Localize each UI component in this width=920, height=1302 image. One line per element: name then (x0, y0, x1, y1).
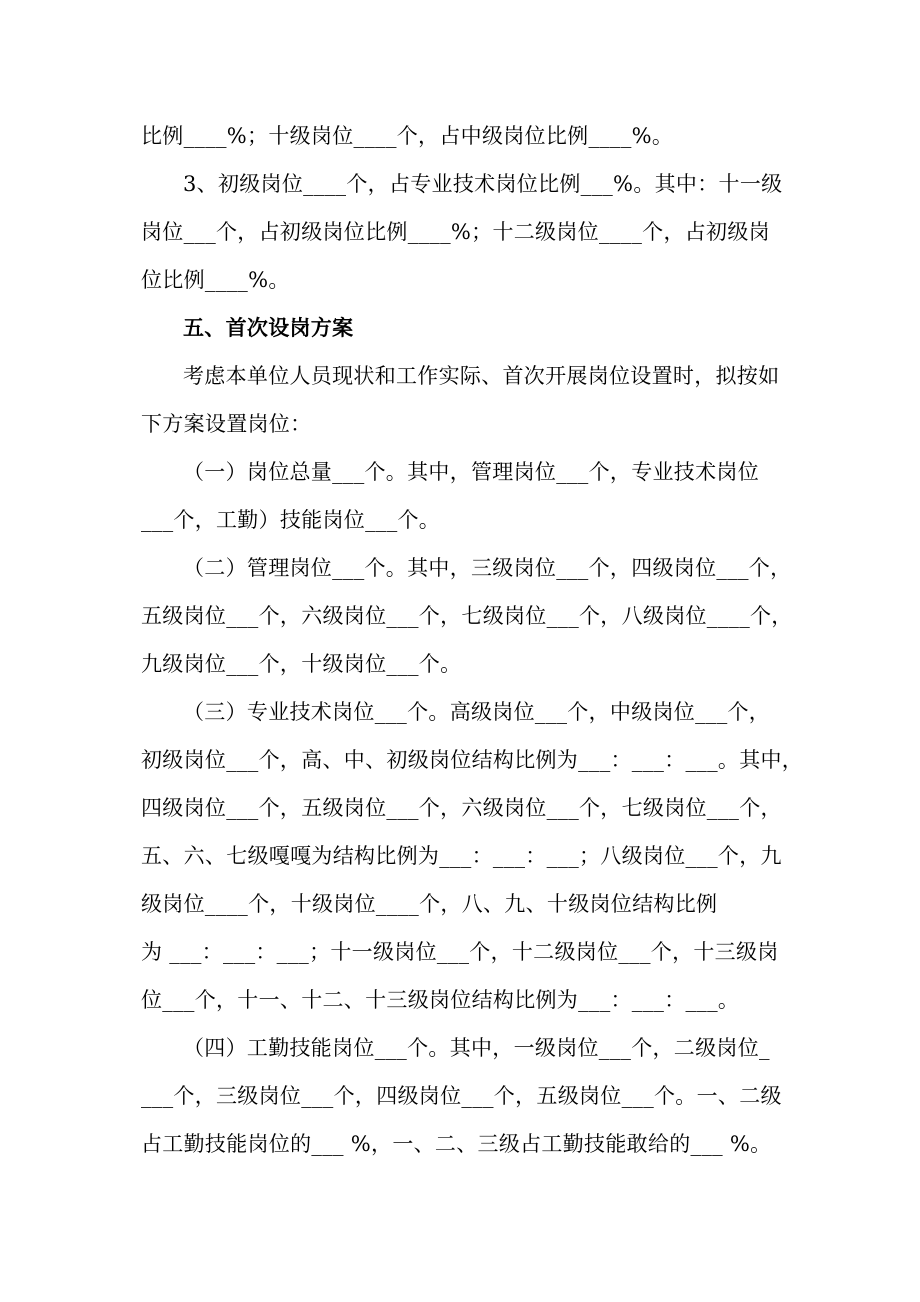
text-line-3: 岗位___个，占初级岗位比例____%；十二级岗位____个，占初级岗 (141, 220, 770, 244)
text-line-4: 位比例____%。 (141, 268, 290, 292)
text-line-13: （三）专业技术岗位___个。高级岗位___个，中级岗位___个， (183, 700, 771, 724)
text-line-8: （一）岗位总量___个。其中，管理岗位___个，专业技术岗位 (183, 460, 759, 484)
text-line-17: 级岗位____个，十级岗位____个，八、九、十级岗位结构比例 (141, 892, 718, 916)
text-line-14: 初级岗位___个，高、中、初级岗位结构比例为___：___：___。其中， (141, 748, 804, 772)
document-page (141, 112, 804, 1168)
text-line-22: 占工勤技能岗位的___ %，一、二、三级占工勤技能敢给的___ %。 (141, 1132, 772, 1156)
text-line-10: （二）管理岗位___个。其中，三级岗位___个，四级岗位___个， (183, 556, 792, 580)
text-line-2: 3、初级岗位____个，占专业技术岗位比例___%。其中：十一级 (183, 172, 783, 196)
text-line-1: 比例____%；十级岗位____个，占中级岗位比例____%。 (141, 124, 674, 148)
text-line-18: 为 ___：___：___；十一级岗位___个，十二级岗位___个，十三级岗 (141, 940, 779, 964)
text-line-9: ___个，工勤）技能岗位___个。 (141, 508, 441, 532)
text-line-7: 下方案设置岗位： (141, 412, 312, 436)
text-line-21: ___个，三级岗位___个，四级岗位___个，五级岗位___个。一、二级 (141, 1084, 782, 1108)
text-line-20: （四）工勤技能岗位___个。其中，一级岗位___个，二级岗位_ (183, 1036, 770, 1060)
text-line-15: 四级岗位___个，五级岗位___个，六级岗位___个，七级岗位___个， (141, 796, 782, 820)
text-line-6: 考虑本单位人员现状和工作实际、首次开展岗位设置时，拟按如 (183, 364, 780, 388)
text-line-12: 九级岗位___个，十级岗位___个。 (141, 652, 462, 676)
text-line-19: 位___个，十一、十二、十三级岗位结构比例为___：___：___。 (141, 988, 740, 1012)
text-line-16: 五、六、七级嘎嘎为结构比例为___：___：___；八级岗位___个，九 (141, 844, 782, 868)
text-line-11: 五级岗位___个，六级岗位___个，七级岗位___个，八级岗位____个， (141, 604, 793, 628)
section-heading: 五、首次设岗方案 (183, 315, 354, 340)
